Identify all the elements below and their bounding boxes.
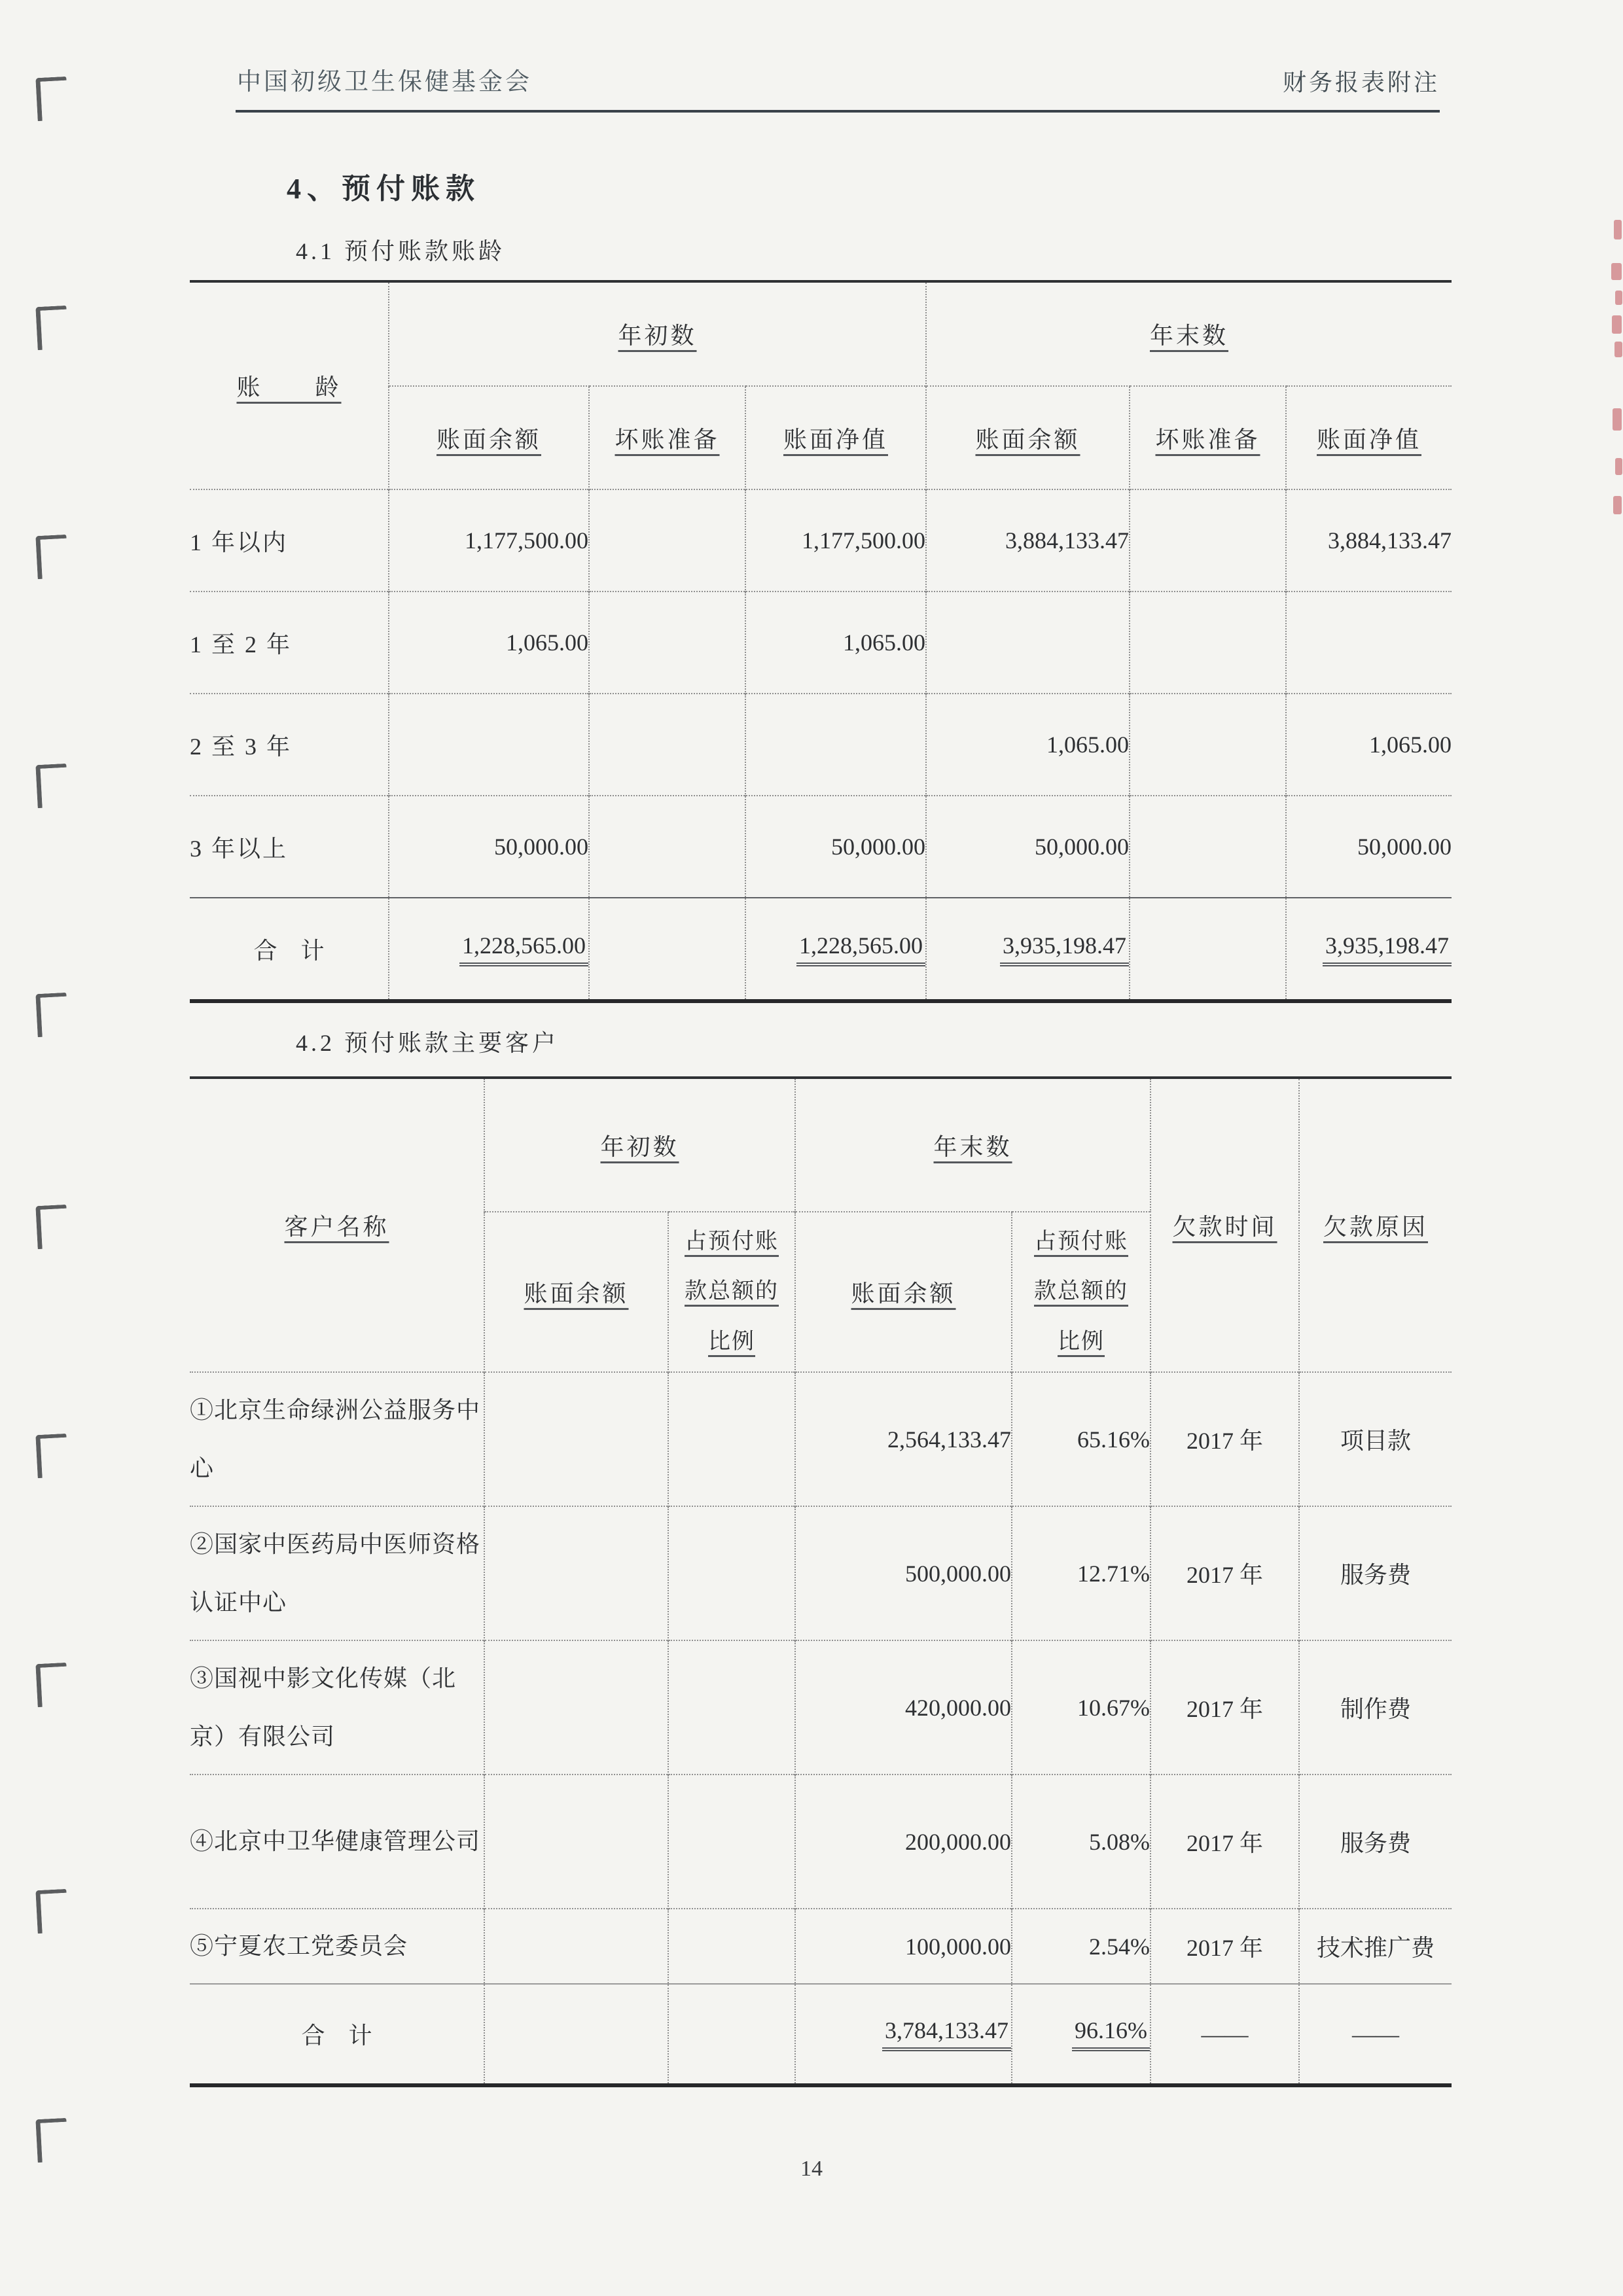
table-cell: 技术推广费 [1299,1909,1452,1984]
debt-time-column-header: 欠款时间 [1150,1078,1299,1372]
customer-column-header: 客户名称 [284,1214,389,1240]
table-cell [589,796,745,898]
red-edge-mark [1614,342,1622,357]
table-cell: 100,000.00 [795,1909,1012,1984]
customer-name: ③国视中影文化传媒（北京）有限公司 [190,1640,484,1775]
debt-reason-column-header: 欠款原因 [1299,1078,1452,1372]
table-cell: 1,065.00 [745,592,926,694]
column-header: 账面余额 [484,1212,668,1372]
column-header: 账面净值 [745,386,926,489]
table-cell [1130,796,1286,898]
table-row [190,592,1452,694]
table-cell [1130,592,1286,694]
table-row [190,1506,1452,1640]
table-cell [589,592,745,694]
table-cell: 12.71% [1012,1506,1150,1640]
table-cell [926,592,1130,694]
binder-hole-mark [35,993,68,1037]
row-label: 1 至 2 年 [190,592,389,694]
customer-name: ④北京中卫华健康管理公司 [190,1775,484,1909]
header-rule [236,110,1440,113]
table-cell [1286,592,1452,694]
table-row [190,1640,1452,1775]
binder-hole-mark [35,306,68,350]
total-cell: —— [1150,1984,1299,2085]
total-cell: —— [1299,1984,1452,2085]
table-cell [745,694,926,796]
column-header: 账面余额 [926,386,1130,489]
table-cell: 制作费 [1299,1640,1452,1775]
table-cell [484,1909,668,1984]
table-cell: 65.16% [1012,1372,1150,1506]
table-row [190,281,1452,386]
red-edge-mark [1615,291,1622,305]
binder-hole-mark [35,1205,68,1249]
table-cell: 1,065.00 [1286,694,1452,796]
table-cell: 50,000.00 [389,796,589,898]
table-cell: 项目款 [1299,1372,1452,1506]
total-row-label: 合 计 [190,898,389,1001]
table-cell [668,1372,795,1506]
prepayment-aging-table [190,280,1452,1003]
table-cell [389,694,589,796]
row-label: 2 至 3 年 [190,694,389,796]
table-cell: 500,000.00 [795,1506,1012,1640]
table-cell: 10.67% [1012,1640,1150,1775]
table-cell [668,1506,795,1640]
total-row-label: 合 计 [190,1984,484,2085]
column-header: 账面余额 [389,386,589,489]
total-cell [589,898,745,1001]
table-cell: 3,884,133.47 [1286,489,1452,592]
binder-hole-mark [35,764,68,808]
table-cell: 50,000.00 [745,796,926,898]
table-cell [589,489,745,592]
total-cell [668,1984,795,2085]
table-row [190,1909,1452,1984]
subsection-4-2-title: 4.2 预付账款主要客户 [296,1030,560,1056]
table-row [190,489,1452,592]
table-cell: 1,177,500.00 [389,489,589,592]
binder-hole-mark [35,77,68,121]
red-edge-mark [1611,263,1622,280]
total-cell: 1,228,565.00 [745,898,926,1001]
begin-year-group-header: 年初数 [389,281,926,386]
total-cell [1130,898,1286,1001]
total-cell: 3,935,198.47 [1286,898,1452,1001]
total-cell: 96.16% [1012,1984,1150,2085]
table-cell: 2,564,133.47 [795,1372,1012,1506]
table-cell [484,1640,668,1775]
table-cell [589,694,745,796]
table-cell: 1,065.00 [926,694,1130,796]
table-cell [668,1775,795,1909]
table-cell: 2017 年 [1150,1775,1299,1909]
table-cell [1130,489,1286,592]
customer-name: ①北京生命绿洲公益服务中心 [190,1372,484,1506]
aging-column-header: 账 龄 [236,374,342,400]
table-cell: 200,000.00 [795,1775,1012,1909]
table-row [190,1078,1452,1212]
prepayment-customers-table [190,1076,1452,2087]
column-header: 坏账准备 [589,386,745,489]
table-cell: 服务费 [1299,1775,1452,1909]
table-cell: 3,884,133.47 [926,489,1130,592]
section-title: 4、预付账款 [287,173,480,205]
row-label: 1 年以内 [190,489,389,592]
binder-hole-mark [35,1663,68,1707]
subsection-4-1-title: 4.1 预付账款账龄 [296,238,506,264]
column-header: 坏账准备 [1130,386,1286,489]
column-header: 占预付账款总额的比例 [1012,1212,1150,1372]
table-cell: 2017 年 [1150,1506,1299,1640]
red-edge-mark [1615,458,1622,475]
end-year-group-header: 年末数 [795,1078,1150,1212]
customer-name: ⑤宁夏农工党委员会 [190,1909,484,1984]
column-header: 账面余额 [795,1212,1012,1372]
table-cell [668,1909,795,1984]
customer-name: ②国家中医药局中医师资格认证中心 [190,1506,484,1640]
table-cell: 5.08% [1012,1775,1150,1909]
table-cell: 2017 年 [1150,1909,1299,1984]
end-year-group-header: 年末数 [926,281,1452,386]
table-cell: 1,177,500.00 [745,489,926,592]
document-doc-title: 财务报表附注 [1282,69,1440,96]
table-cell: 420,000.00 [795,1640,1012,1775]
table-cell [668,1640,795,1775]
row-label: 3 年以上 [190,796,389,898]
table-cell [484,1775,668,1909]
table-row [190,694,1452,796]
page-number: 14 [800,2157,823,2181]
table-cell: 2017 年 [1150,1640,1299,1775]
total-cell: 3,784,133.47 [795,1984,1012,2085]
red-edge-mark [1612,315,1622,334]
binder-hole-mark [35,1889,68,1934]
total-cell: 3,935,198.47 [926,898,1130,1001]
binder-hole-mark [35,1434,68,1478]
table-cell: 1,065.00 [389,592,589,694]
binder-hole-mark [35,2118,68,2163]
table-cell [1130,694,1286,796]
column-header: 占预付账款总额的比例 [668,1212,795,1372]
total-cell: 1,228,565.00 [389,898,589,1001]
total-cell [484,1984,668,2085]
table-row [190,796,1452,898]
column-header: 账面净值 [1286,386,1452,489]
table-cell: 50,000.00 [1286,796,1452,898]
table-row [190,1775,1452,1909]
table-cell [484,1506,668,1640]
red-edge-mark [1613,408,1622,431]
table-cell: 服务费 [1299,1506,1452,1640]
red-edge-mark [1614,220,1622,239]
table-cell: 2017 年 [1150,1372,1299,1506]
document-org-title: 中国初级卫生保健基金会 [237,69,532,96]
begin-year-group-header: 年初数 [484,1078,795,1212]
table-cell [484,1372,668,1506]
table-row [190,1984,1452,2085]
binder-hole-mark [35,535,68,579]
red-edge-mark [1613,496,1622,514]
table-row [190,1372,1452,1506]
table-cell: 2.54% [1012,1909,1150,1984]
table-row [190,898,1452,1001]
table-cell: 50,000.00 [926,796,1130,898]
